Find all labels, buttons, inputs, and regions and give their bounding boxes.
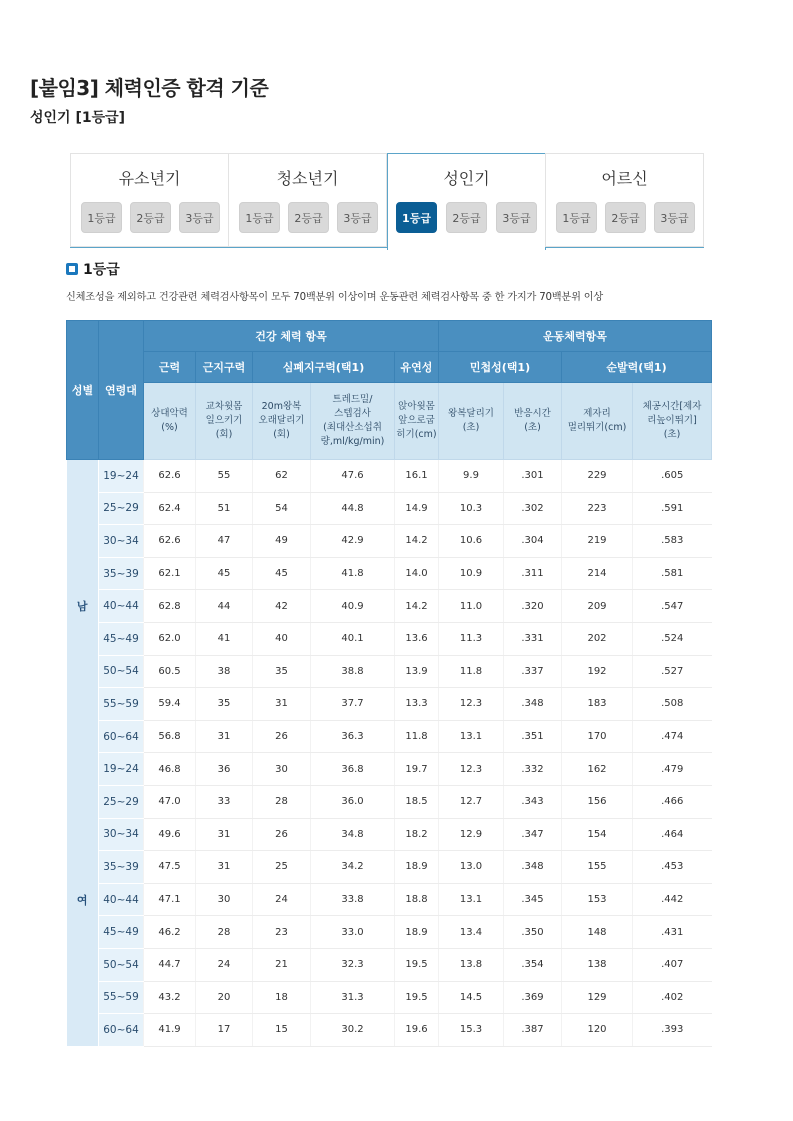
grade-button-2[interactable]: 2등급 <box>130 202 171 233</box>
value-cell: 49.6 <box>144 818 196 851</box>
criteria-description: 신체조성을 제외하고 건강관련 체력검사항목이 모두 70백분위 이상이며 운동관련 체력검사항목 중 한 가지가 70백분위 이상 <box>66 292 604 303</box>
table-row <box>67 492 712 525</box>
square-bullet-icon <box>66 263 78 275</box>
value-cell: 214 <box>562 557 633 590</box>
value-cell: 19.6 <box>395 1014 439 1047</box>
age-cell: 60~64 <box>99 720 144 753</box>
value-cell: 11.3 <box>439 622 504 655</box>
grade-button-3[interactable]: 3등급 <box>654 202 695 233</box>
value-cell: 18.9 <box>395 916 439 949</box>
table-row <box>67 688 712 721</box>
value-cell: 35 <box>196 688 253 721</box>
value-cell: 36.0 <box>311 785 395 818</box>
value-cell: .453 <box>633 851 712 884</box>
table-row <box>67 948 712 981</box>
item-header: 상대악력 (%) <box>144 383 196 460</box>
value-cell: 62 <box>253 460 311 493</box>
tab-adolescent[interactable] <box>228 153 387 247</box>
tab-label: 청소년기 <box>276 169 339 188</box>
value-cell: 156 <box>562 785 633 818</box>
value-cell: 44 <box>196 590 253 623</box>
value-cell: 20 <box>196 981 253 1014</box>
value-cell: .402 <box>633 981 712 1014</box>
value-cell: 33 <box>196 785 253 818</box>
age-cell: 35~39 <box>99 557 144 590</box>
value-cell: 24 <box>253 883 311 916</box>
value-cell: .431 <box>633 916 712 949</box>
value-cell: 62.1 <box>144 557 196 590</box>
tab-youth-child[interactable] <box>70 153 229 247</box>
tab-underline-right <box>546 247 704 248</box>
value-cell: 31 <box>196 818 253 851</box>
value-cell: .583 <box>633 525 712 558</box>
value-cell: 183 <box>562 688 633 721</box>
value-cell: 31.3 <box>311 981 395 1014</box>
grade-button-2[interactable]: 2등급 <box>446 202 487 233</box>
value-cell: 62.6 <box>144 460 196 493</box>
value-cell: 33.0 <box>311 916 395 949</box>
value-cell: 219 <box>562 525 633 558</box>
age-cell: 55~59 <box>99 981 144 1014</box>
value-cell: 11.8 <box>395 720 439 753</box>
item-header: 제자리 멀리뛰기(cm) <box>562 383 633 460</box>
value-cell: 40.9 <box>311 590 395 623</box>
value-cell: 19.7 <box>395 753 439 786</box>
age-cell: 19~24 <box>99 460 144 493</box>
value-cell: .337 <box>504 655 562 688</box>
value-cell: .442 <box>633 883 712 916</box>
value-cell: 14.0 <box>395 557 439 590</box>
value-cell: 19.5 <box>395 981 439 1014</box>
value-cell: .347 <box>504 818 562 851</box>
value-cell: .311 <box>504 557 562 590</box>
value-cell: 44.7 <box>144 948 196 981</box>
table-row <box>67 655 712 688</box>
value-cell: 9.9 <box>439 460 504 493</box>
value-cell: 60.5 <box>144 655 196 688</box>
table-row <box>67 916 712 949</box>
value-cell: 28 <box>253 785 311 818</box>
tab-label: 성인기 <box>443 169 490 188</box>
value-cell: 120 <box>562 1014 633 1047</box>
value-cell: 44.8 <box>311 492 395 525</box>
value-cell: 47 <box>196 525 253 558</box>
value-cell: 62.0 <box>144 622 196 655</box>
value-cell: 129 <box>562 981 633 1014</box>
value-cell: 28 <box>196 916 253 949</box>
value-cell: 55 <box>196 460 253 493</box>
value-cell: 36.3 <box>311 720 395 753</box>
value-cell: 16.1 <box>395 460 439 493</box>
value-cell: .547 <box>633 590 712 623</box>
grade-button-1[interactable]: 1등급 <box>556 202 597 233</box>
value-cell: 12.7 <box>439 785 504 818</box>
value-cell: .508 <box>633 688 712 721</box>
value-cell: 51 <box>196 492 253 525</box>
table-row <box>67 720 712 753</box>
value-cell: 26 <box>253 818 311 851</box>
value-cell: 13.0 <box>439 851 504 884</box>
value-cell: 47.5 <box>144 851 196 884</box>
value-cell: 36 <box>196 753 253 786</box>
value-cell: 12.3 <box>439 688 504 721</box>
value-cell: .332 <box>504 753 562 786</box>
table-row <box>67 883 712 916</box>
value-cell: 31 <box>196 851 253 884</box>
age-cell: 40~44 <box>99 590 144 623</box>
tab-senior[interactable] <box>545 153 704 247</box>
section-heading <box>66 259 120 279</box>
tab-underline-left <box>70 247 387 248</box>
table-row <box>67 590 712 623</box>
value-cell: .527 <box>633 655 712 688</box>
value-cell: 37.7 <box>311 688 395 721</box>
table-row <box>67 557 712 590</box>
value-cell: 31 <box>253 688 311 721</box>
item-header: 트레드밀/ 스텝검사 (최대산소섭취 량,ml/kg/min) <box>311 383 395 460</box>
value-cell: .479 <box>633 753 712 786</box>
value-cell: 62.8 <box>144 590 196 623</box>
value-cell: 32.3 <box>311 948 395 981</box>
table-row <box>67 851 712 884</box>
item-header: 앉아윗몸 앞으로굽 히기(cm) <box>395 383 439 460</box>
value-cell: 49 <box>253 525 311 558</box>
age-cell: 30~34 <box>99 818 144 851</box>
value-cell: 13.1 <box>439 883 504 916</box>
age-cell: 45~49 <box>99 916 144 949</box>
value-cell: 14.5 <box>439 981 504 1014</box>
value-cell: .466 <box>633 785 712 818</box>
value-cell: .301 <box>504 460 562 493</box>
value-cell: 30 <box>196 883 253 916</box>
value-cell: 11.0 <box>439 590 504 623</box>
age-group-tabs <box>70 153 704 249</box>
value-cell: 42 <box>253 590 311 623</box>
value-cell: 148 <box>562 916 633 949</box>
value-cell: 209 <box>562 590 633 623</box>
value-cell: 14.2 <box>395 525 439 558</box>
value-cell: 43.2 <box>144 981 196 1014</box>
value-cell: .474 <box>633 720 712 753</box>
value-cell: 45 <box>253 557 311 590</box>
age-cell: 50~54 <box>99 948 144 981</box>
value-cell: .407 <box>633 948 712 981</box>
item-header: 20m왕복 오래달리기 (회) <box>253 383 311 460</box>
tab-adult[interactable] <box>387 153 546 250</box>
table-row <box>67 622 712 655</box>
value-cell: 13.8 <box>439 948 504 981</box>
value-cell: .343 <box>504 785 562 818</box>
sex-header: 성별 <box>67 321 99 460</box>
grade-button-3[interactable]: 3등급 <box>337 202 378 233</box>
grade-button-3[interactable]: 3등급 <box>496 202 537 233</box>
item-header: 체공시간[제자 리높이뛰기] (초) <box>633 383 712 460</box>
age-cell: 30~34 <box>99 525 144 558</box>
value-cell: .331 <box>504 622 562 655</box>
value-cell: 13.4 <box>439 916 504 949</box>
value-cell: 153 <box>562 883 633 916</box>
grade-button-2[interactable]: 2등급 <box>288 202 329 233</box>
value-cell: 10.6 <box>439 525 504 558</box>
value-cell: .524 <box>633 622 712 655</box>
value-cell: 162 <box>562 753 633 786</box>
value-cell: 229 <box>562 460 633 493</box>
value-cell: 12.3 <box>439 753 504 786</box>
tab-label: 유소년기 <box>118 169 181 188</box>
cardio-header: 심폐지구력(택1) <box>253 352 395 383</box>
value-cell: 13.3 <box>395 688 439 721</box>
value-cell: 62.4 <box>144 492 196 525</box>
value-cell: 41 <box>196 622 253 655</box>
value-cell: 31 <box>196 720 253 753</box>
value-cell: .351 <box>504 720 562 753</box>
value-cell: 223 <box>562 492 633 525</box>
value-cell: 18.8 <box>395 883 439 916</box>
table-row <box>67 753 712 786</box>
tab-label: 어르신 <box>601 169 648 188</box>
value-cell: 14.2 <box>395 590 439 623</box>
value-cell: 30 <box>253 753 311 786</box>
value-cell: 23 <box>253 916 311 949</box>
value-cell: .350 <box>504 916 562 949</box>
value-cell: 170 <box>562 720 633 753</box>
value-cell: 62.6 <box>144 525 196 558</box>
value-cell: 155 <box>562 851 633 884</box>
value-cell: 18 <box>253 981 311 1014</box>
page-subtitle: 성인기 [1등급] <box>30 110 126 126</box>
age-cell: 25~29 <box>99 492 144 525</box>
age-cell: 50~54 <box>99 655 144 688</box>
value-cell: 14.9 <box>395 492 439 525</box>
sex-cell: 남 <box>67 460 99 753</box>
strength-header: 근력 <box>144 352 196 383</box>
value-cell: 34.2 <box>311 851 395 884</box>
motor-fitness-header: 운동체력항목 <box>439 321 712 352</box>
value-cell: 202 <box>562 622 633 655</box>
value-cell: 25 <box>253 851 311 884</box>
value-cell: 15 <box>253 1014 311 1047</box>
value-cell: 10.9 <box>439 557 504 590</box>
grade-button-1[interactable]: 1등급 <box>81 202 122 233</box>
value-cell: .387 <box>504 1014 562 1047</box>
table-row <box>67 818 712 851</box>
value-cell: .464 <box>633 818 712 851</box>
criteria-table <box>66 320 712 1047</box>
value-cell: 46.8 <box>144 753 196 786</box>
value-cell: 19.5 <box>395 948 439 981</box>
value-cell: 46.2 <box>144 916 196 949</box>
value-cell: 45 <box>196 557 253 590</box>
power-header: 순발력(택1) <box>562 352 712 383</box>
table-row <box>67 785 712 818</box>
table-row <box>67 1014 712 1047</box>
value-cell: 10.3 <box>439 492 504 525</box>
value-cell: 18.9 <box>395 851 439 884</box>
value-cell: 13.6 <box>395 622 439 655</box>
value-cell: 47.0 <box>144 785 196 818</box>
age-cell: 40~44 <box>99 883 144 916</box>
value-cell: 21 <box>253 948 311 981</box>
table-row <box>67 460 712 493</box>
age-cell: 60~64 <box>99 1014 144 1047</box>
value-cell: .591 <box>633 492 712 525</box>
value-cell: .354 <box>504 948 562 981</box>
value-cell: .581 <box>633 557 712 590</box>
value-cell: 34.8 <box>311 818 395 851</box>
value-cell: 24 <box>196 948 253 981</box>
value-cell: 154 <box>562 818 633 851</box>
value-cell: 18.5 <box>395 785 439 818</box>
value-cell: .320 <box>504 590 562 623</box>
value-cell: 13.9 <box>395 655 439 688</box>
value-cell: 42.9 <box>311 525 395 558</box>
value-cell: 56.8 <box>144 720 196 753</box>
age-cell: 45~49 <box>99 622 144 655</box>
value-cell: 138 <box>562 948 633 981</box>
value-cell: 30.2 <box>311 1014 395 1047</box>
value-cell: .348 <box>504 851 562 884</box>
value-cell: 18.2 <box>395 818 439 851</box>
item-header: 반응시간 (초) <box>504 383 562 460</box>
section-heading-text: 1등급 <box>83 262 120 278</box>
value-cell: .348 <box>504 688 562 721</box>
endurance-header: 근지구력 <box>196 352 253 383</box>
value-cell: 38 <box>196 655 253 688</box>
table-row <box>67 525 712 558</box>
value-cell: 47.6 <box>311 460 395 493</box>
value-cell: .302 <box>504 492 562 525</box>
table-row <box>67 981 712 1014</box>
page-title: [붙임3] 체력인증 합격 기준 <box>30 76 269 100</box>
value-cell: 12.9 <box>439 818 504 851</box>
value-cell: 26 <box>253 720 311 753</box>
value-cell: .369 <box>504 981 562 1014</box>
value-cell: 41.8 <box>311 557 395 590</box>
grade-button-1[interactable]: 1등급 <box>239 202 280 233</box>
value-cell: 41.9 <box>144 1014 196 1047</box>
value-cell: 36.8 <box>311 753 395 786</box>
value-cell: 11.8 <box>439 655 504 688</box>
age-cell: 25~29 <box>99 785 144 818</box>
value-cell: 13.1 <box>439 720 504 753</box>
age-cell: 19~24 <box>99 753 144 786</box>
value-cell: .304 <box>504 525 562 558</box>
value-cell: 40 <box>253 622 311 655</box>
value-cell: 47.1 <box>144 883 196 916</box>
value-cell: 35 <box>253 655 311 688</box>
age-cell: 55~59 <box>99 688 144 721</box>
grade-button-1-selected[interactable]: 1등급 <box>396 202 437 233</box>
value-cell: 33.8 <box>311 883 395 916</box>
agility-header: 민첩성(택1) <box>439 352 562 383</box>
value-cell: 15.3 <box>439 1014 504 1047</box>
value-cell: .605 <box>633 460 712 493</box>
grade-button-3[interactable]: 3등급 <box>179 202 220 233</box>
value-cell: .345 <box>504 883 562 916</box>
value-cell: 40.1 <box>311 622 395 655</box>
value-cell: 192 <box>562 655 633 688</box>
value-cell: 38.8 <box>311 655 395 688</box>
value-cell: 59.4 <box>144 688 196 721</box>
flexibility-header: 유연성 <box>395 352 439 383</box>
value-cell: 54 <box>253 492 311 525</box>
grade-button-2[interactable]: 2등급 <box>605 202 646 233</box>
age-cell: 35~39 <box>99 851 144 884</box>
value-cell: .393 <box>633 1014 712 1047</box>
health-fitness-header: 건강 체력 항목 <box>144 321 439 352</box>
item-header: 왕복달리기 (초) <box>439 383 504 460</box>
item-header: 교차윗몸 일으키기 (회) <box>196 383 253 460</box>
sex-cell: 여 <box>67 753 99 1046</box>
value-cell: 17 <box>196 1014 253 1047</box>
age-header: 연령대 <box>99 321 144 460</box>
